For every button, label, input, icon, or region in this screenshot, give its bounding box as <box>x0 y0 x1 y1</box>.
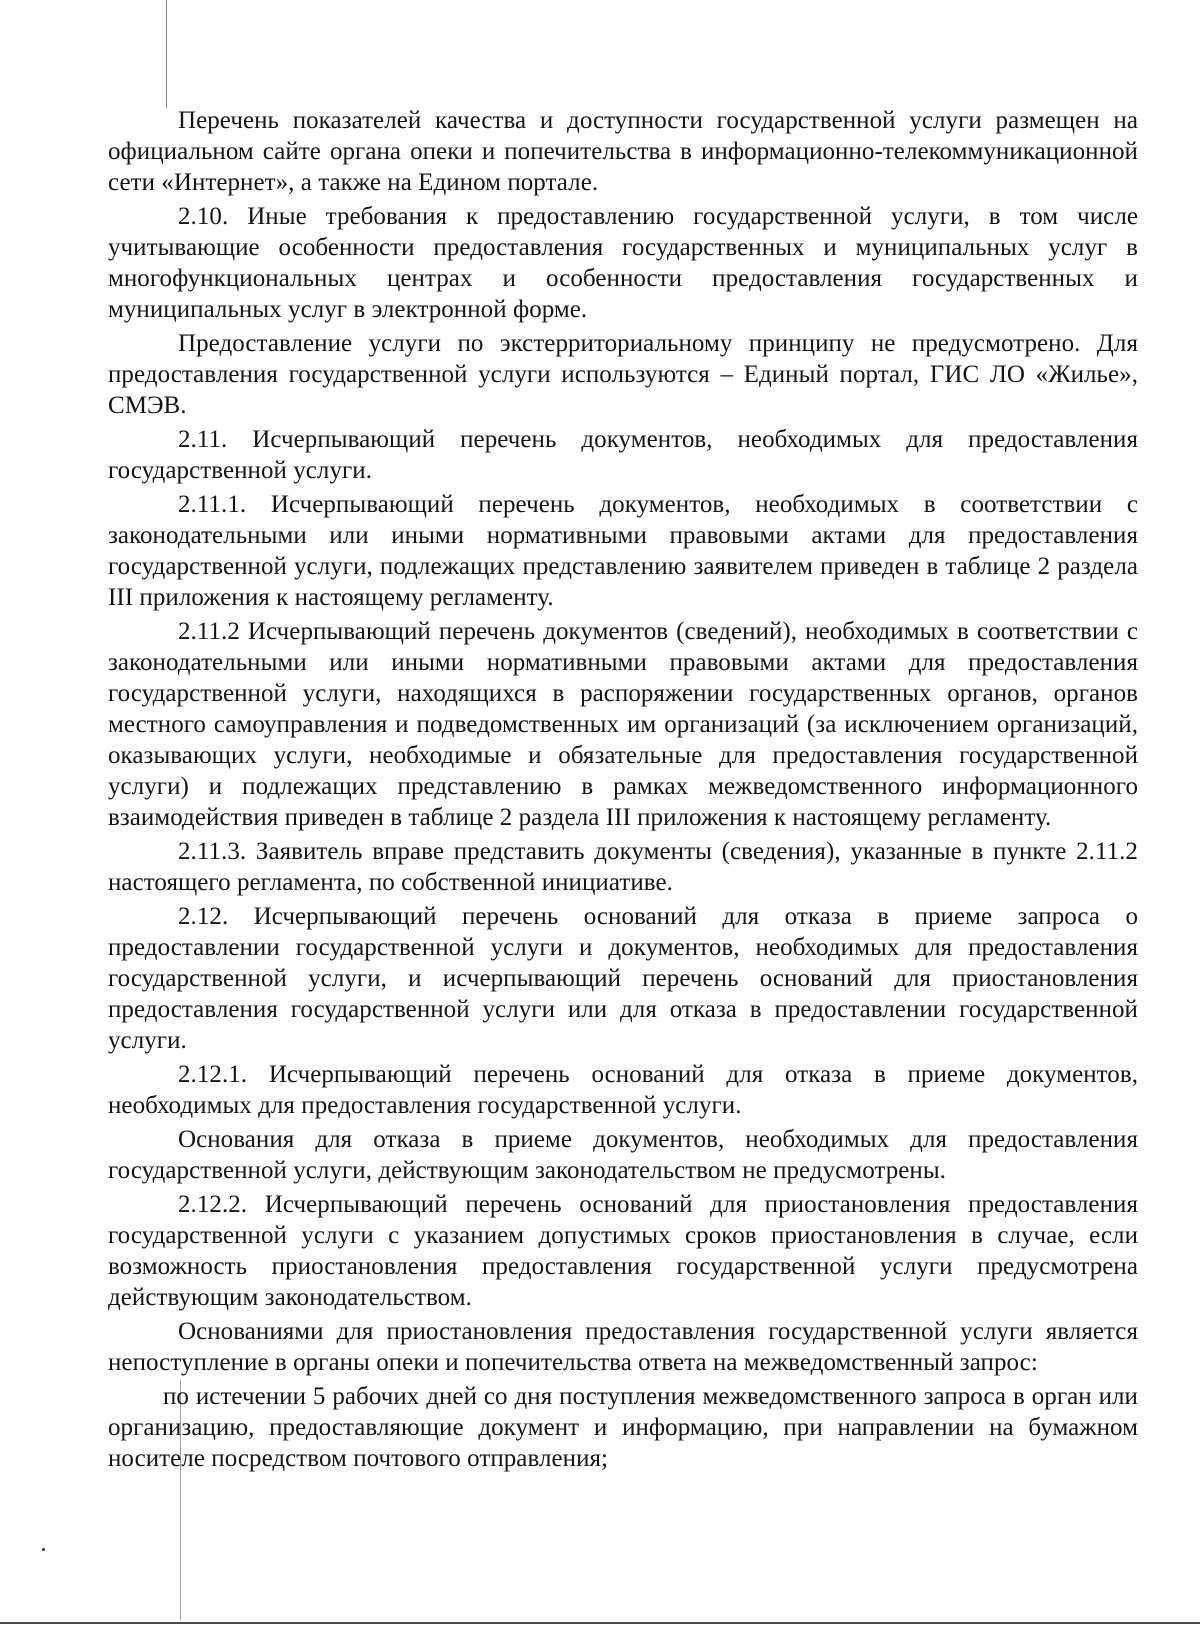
paragraph-2-11-1: 2.11.1. Исчерпывающий перечень документов, необходимых в соответствии с законодательными или иными нормативными правовыми актами для предоставления государственной услуги, подлежащих представлению заявителем приведен в таблице 2 раздела III приложения к настоящему регламенту. <box>108 491 1138 611</box>
paragraph-2-10: 2.10. Иные требования к предоставлению государственной услуги, в том числе учитывающие особенности предоставления государственных и муниципальных услуг в многофункциональных центрах и особенности предоставления государственных и муниципальных услуг в электронной форме. <box>108 203 1138 323</box>
paragraph-five-days: по истечении 5 рабочих дней со дня поступления межведомственного запроса в орган или организацию, предоставляющие документ и информацию, при направлении на бумажном носителе посредством почтового отправления; <box>108 1383 1138 1472</box>
paragraph-2-12-1: 2.12.1. Исчерпывающий перечень оснований для отказа в приеме документов, необходимых для предоставления государственной услуги. <box>108 1061 1138 1119</box>
paragraph-quality-indicators: Перечень показателей качества и доступности государственной услуги размещен на официальном сайте органа опеки и попечительства в информационно-телекоммуникационной сети «Интернет», а также на Едином портале. <box>108 107 1138 196</box>
paragraph-suspension-grounds: Основаниями для приостановления предоставления государственной услуги является непоступление в органы опеки и попечительства ответа на межведомственный запрос: <box>108 1318 1138 1376</box>
document-page <box>108 105 1138 1477</box>
paragraph-refusal-grounds: Основания для отказа в приеме документов, необходимых для предоставления государственной услуги, действующим законодательством не предусмотрены. <box>108 1126 1138 1184</box>
scan-artifact-bottom-edge <box>0 1622 1200 1624</box>
paragraph-2-11: 2.11. Исчерпывающий перечень документов, необходимых для предоставления государственной услуги. <box>108 426 1138 484</box>
paragraph-exterritorial: Предоставление услуги по экстерриториальному принципу не предусмотрено. Для предоставления государственной услуги используются – Единый портал, ГИС ЛО «Жилье», СМЭВ. <box>108 330 1138 419</box>
paragraph-2-11-2: 2.11.2 Исчерпывающий перечень документов (сведений), необходимых в соответствии с законодательными или иными нормативными правовыми актами для предоставления государственной услуги, находящихся в распоряжении государственных органов, органов местного самоуправления и подведомственных им организаций (за исключением организаций, оказывающих услуги, необходимые и обязательные для предоставления государственной услуги) и подлежащих представлению в рамках межведомственного информационного взаимодействия приведен в таблице 2 раздела III приложения к настоящему регламенту. <box>108 618 1138 831</box>
paragraph-2-12: 2.12. Исчерпывающий перечень оснований для отказа в приеме запроса о предоставлении государственной услуги и документов, необходимых для предоставления государственной услуги, и исчерпывающий перечень оснований для приостановления предоставления государственной услуги или для отказа в предоставлении государственной услуги. <box>108 903 1138 1054</box>
paragraph-2-11-3: 2.11.3. Заявитель вправе представить документы (сведения), указанные в пункте 2.11.2 настоящего регламента, по собственной инициативе. <box>108 838 1138 896</box>
scan-artifact-dot <box>42 1548 45 1551</box>
paragraph-2-12-2: 2.12.2. Исчерпывающий перечень оснований для приостановления предоставления государственной услуги с указанием допустимых сроков приостановления в случае, если возможность приостановления предоставления государственной услуги предусмотрена действующим законодательством. <box>108 1191 1138 1311</box>
scan-artifact-line <box>166 0 167 108</box>
